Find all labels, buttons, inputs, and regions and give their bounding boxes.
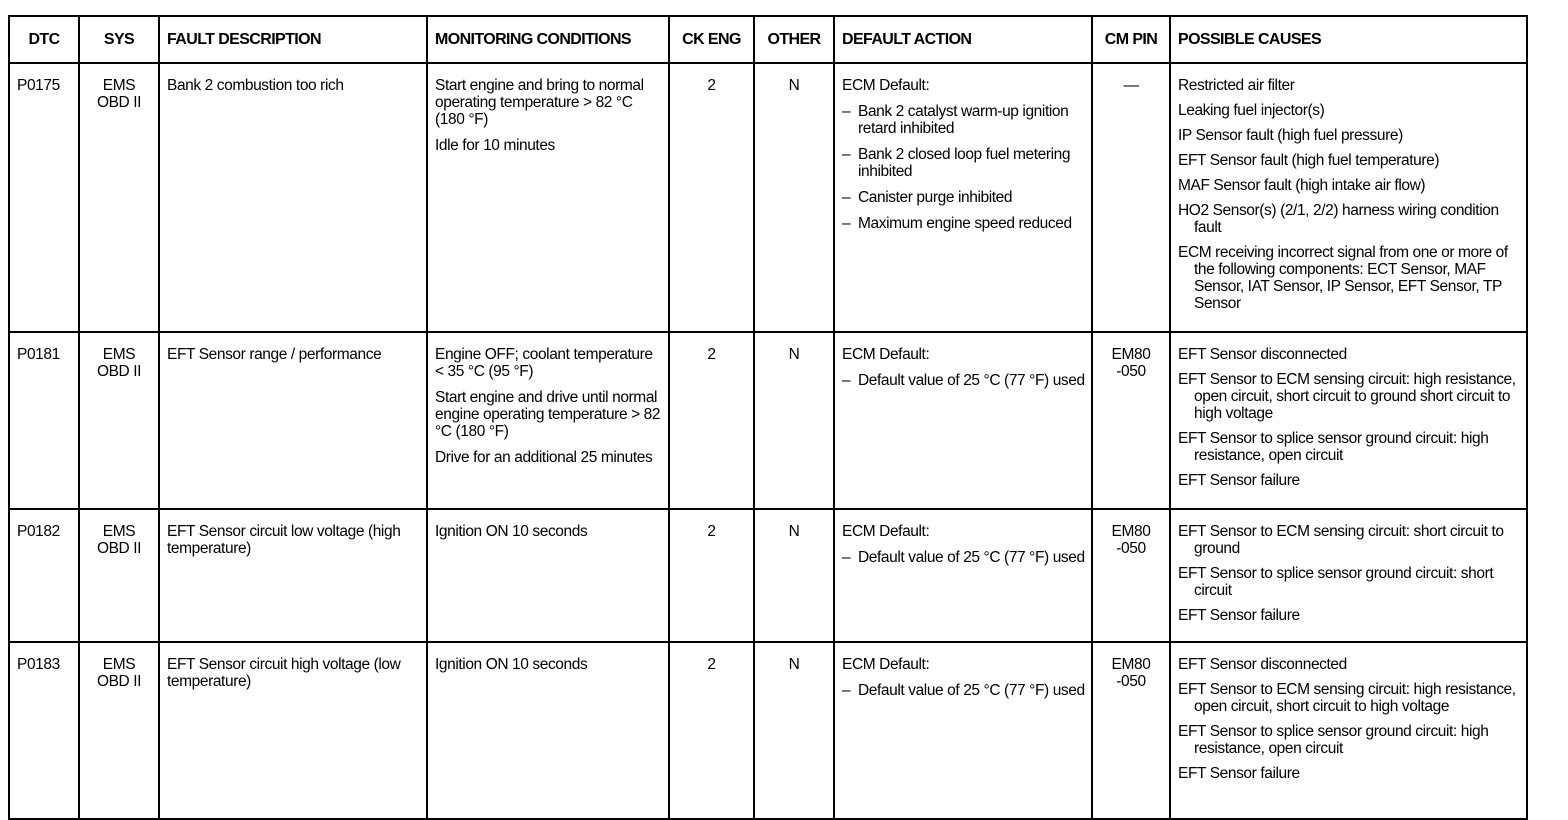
default-action-item <box>842 682 1086 699</box>
cm-pin-line: EM80 <box>1111 523 1151 540</box>
dash-bullet: – <box>842 103 851 120</box>
header-row <box>9 16 1527 63</box>
dash-bullet: – <box>842 215 851 232</box>
cm-pin-cell <box>1092 332 1170 509</box>
other-value: N <box>754 509 834 642</box>
default-action-cell <box>834 63 1092 332</box>
ck-eng-value: 2 <box>669 642 754 819</box>
default-action-text: Default value of 25 °C (77 °F) used <box>858 682 1085 699</box>
monitoring-condition: Idle for 10 minutes <box>435 137 555 154</box>
monitoring-cell <box>427 642 669 819</box>
sys-cell <box>79 509 159 642</box>
default-action-cell <box>834 332 1092 509</box>
ck-eng-value: 2 <box>669 332 754 509</box>
sys-line: OBD II <box>96 673 142 690</box>
cm-pin-line: EM80 <box>1111 346 1151 363</box>
sys-line: EMS <box>102 77 136 94</box>
possible-cause: EFT Sensor to ECM sensing circuit: high resistance, open circuit, short circuit to ground short circuit to high voltage <box>1178 371 1516 422</box>
dtc-code: P0181 <box>9 332 79 509</box>
default-action-cell <box>834 509 1092 642</box>
header-fault-description: FAULT DESCRIPTION <box>159 16 427 63</box>
possible-cause: EFT Sensor fault (high fuel temperature) <box>1178 152 1440 169</box>
fault-description: Bank 2 combustion too rich <box>159 63 427 332</box>
sys-line: OBD II <box>96 363 142 380</box>
possible-cause: HO2 Sensor(s) (2/1, 2/2) harness wiring condition fault <box>1178 202 1499 236</box>
cm-pin-cell <box>1092 63 1170 332</box>
possible-cause: EFT Sensor to splice sensor ground circuit: high resistance, open circuit <box>1178 430 1489 464</box>
table-row <box>9 509 1527 642</box>
cm-pin-cell <box>1092 642 1170 819</box>
default-action-text: Maximum engine speed reduced <box>858 215 1072 232</box>
default-action-item <box>842 372 1086 389</box>
possible-cause: ECM receiving incorrect signal from one or more of the following components: ECT Sensor, MAF Sensor, IAT Sensor, IP Sensor, EFT Sensor, TP Sensor <box>1178 244 1508 312</box>
default-action-text: Bank 2 closed loop fuel metering inhibited <box>858 146 1071 180</box>
possible-cause: EFT Sensor to ECM sensing circuit: short circuit to ground <box>1178 523 1504 557</box>
monitoring-condition: Engine OFF; coolant temperature < 35 °C (95 °F) <box>435 346 653 380</box>
monitoring-condition: Start engine and drive until normal engine operating temperature > 82 °C (180 °F) <box>435 389 661 440</box>
monitoring-condition: Ignition ON 10 seconds <box>435 656 588 673</box>
default-action-head: ECM Default: <box>842 523 930 540</box>
default-action-item <box>842 146 1086 180</box>
dash-bullet: – <box>842 682 851 699</box>
ck-eng-value: 2 <box>669 63 754 332</box>
monitoring-cell <box>427 63 669 332</box>
possible-cause: EFT Sensor to ECM sensing circuit: high resistance, open circuit, short circuit to high voltage <box>1178 681 1516 715</box>
dash-bullet: – <box>842 146 851 163</box>
default-action-head: ECM Default: <box>842 346 930 363</box>
sys-line: OBD II <box>96 540 142 557</box>
possible-cause: EFT Sensor failure <box>1178 472 1300 489</box>
ck-eng-value: 2 <box>669 509 754 642</box>
possible-cause: EFT Sensor failure <box>1178 607 1300 624</box>
cm-pin-line: -050 <box>1116 540 1146 557</box>
default-action-item <box>842 215 1086 232</box>
header-possible-causes: POSSIBLE CAUSES <box>1170 16 1527 63</box>
header-other: OTHER <box>754 16 834 63</box>
fault-description: EFT Sensor range / performance <box>159 332 427 509</box>
sys-line: OBD II <box>96 94 142 111</box>
header-default-action: DEFAULT ACTION <box>834 16 1092 63</box>
other-value: N <box>754 642 834 819</box>
possible-cause: EFT Sensor to splice sensor ground circuit: high resistance, open circuit <box>1178 723 1489 757</box>
possible-cause: Restricted air filter <box>1178 77 1295 94</box>
default-action-cell <box>834 642 1092 819</box>
fault-description: EFT Sensor circuit high voltage (low temperature) <box>159 642 427 819</box>
default-action-text: Bank 2 catalyst warm-up ignition retard inhibited <box>858 103 1069 137</box>
possible-cause: IP Sensor fault (high fuel pressure) <box>1178 127 1403 144</box>
monitoring-cell <box>427 332 669 509</box>
possible-cause: Leaking fuel injector(s) <box>1178 102 1325 119</box>
possible-cause: EFT Sensor to splice sensor ground circuit: short circuit <box>1178 565 1494 599</box>
dash-bullet: – <box>842 189 851 206</box>
sys-line: EMS <box>102 656 136 673</box>
monitoring-condition: Drive for an additional 25 minutes <box>435 449 653 466</box>
default-action-text: Canister purge inhibited <box>858 189 1013 206</box>
possible-causes-cell <box>1170 63 1527 332</box>
cm-pin-cell <box>1092 509 1170 642</box>
possible-cause: EFT Sensor failure <box>1178 765 1300 782</box>
possible-cause: EFT Sensor disconnected <box>1178 656 1347 673</box>
possible-cause: MAF Sensor fault (high intake air flow) <box>1178 177 1426 194</box>
default-action-head: ECM Default: <box>842 77 930 94</box>
default-action-text: Default value of 25 °C (77 °F) used <box>858 549 1085 566</box>
possible-causes-cell <box>1170 509 1527 642</box>
cm-pin-line: EM80 <box>1111 656 1151 673</box>
other-value: N <box>754 63 834 332</box>
dtc-code: P0175 <box>9 63 79 332</box>
possible-causes-cell <box>1170 642 1527 819</box>
cm-pin-line: -050 <box>1116 363 1146 380</box>
default-action-head: ECM Default: <box>842 656 930 673</box>
dtc-sheet <box>8 15 1526 820</box>
cm-pin-line: — <box>1123 77 1139 94</box>
sys-line: EMS <box>102 523 136 540</box>
fault-description: EFT Sensor circuit low voltage (high temperature) <box>159 509 427 642</box>
cm-pin-line: -050 <box>1116 673 1146 690</box>
table-row <box>9 63 1527 332</box>
sys-cell <box>79 332 159 509</box>
default-action-text: Default value of 25 °C (77 °F) used <box>858 372 1085 389</box>
monitoring-cell <box>427 509 669 642</box>
default-action-item <box>842 549 1086 566</box>
default-action-item <box>842 103 1086 137</box>
dash-bullet: – <box>842 372 851 389</box>
other-value: N <box>754 332 834 509</box>
dtc-table <box>8 15 1528 820</box>
sys-cell <box>79 642 159 819</box>
header-monitoring-conditions: MONITORING CONDITIONS <box>427 16 669 63</box>
header-sys: SYS <box>79 16 159 63</box>
possible-cause: EFT Sensor disconnected <box>1178 346 1347 363</box>
dash-bullet: – <box>842 549 851 566</box>
dtc-code: P0183 <box>9 642 79 819</box>
header-dtc: DTC <box>9 16 79 63</box>
table-row <box>9 332 1527 509</box>
header-cm-pin: CM PIN <box>1092 16 1170 63</box>
sys-cell <box>79 63 159 332</box>
monitoring-condition: Ignition ON 10 seconds <box>435 523 588 540</box>
header-ck-eng: CK ENG <box>669 16 754 63</box>
dtc-code: P0182 <box>9 509 79 642</box>
table-row <box>9 642 1527 819</box>
possible-causes-cell <box>1170 332 1527 509</box>
default-action-item <box>842 189 1086 206</box>
sys-line: EMS <box>102 346 136 363</box>
monitoring-condition: Start engine and bring to normal operating temperature > 82 °C (180 °F) <box>435 77 644 128</box>
